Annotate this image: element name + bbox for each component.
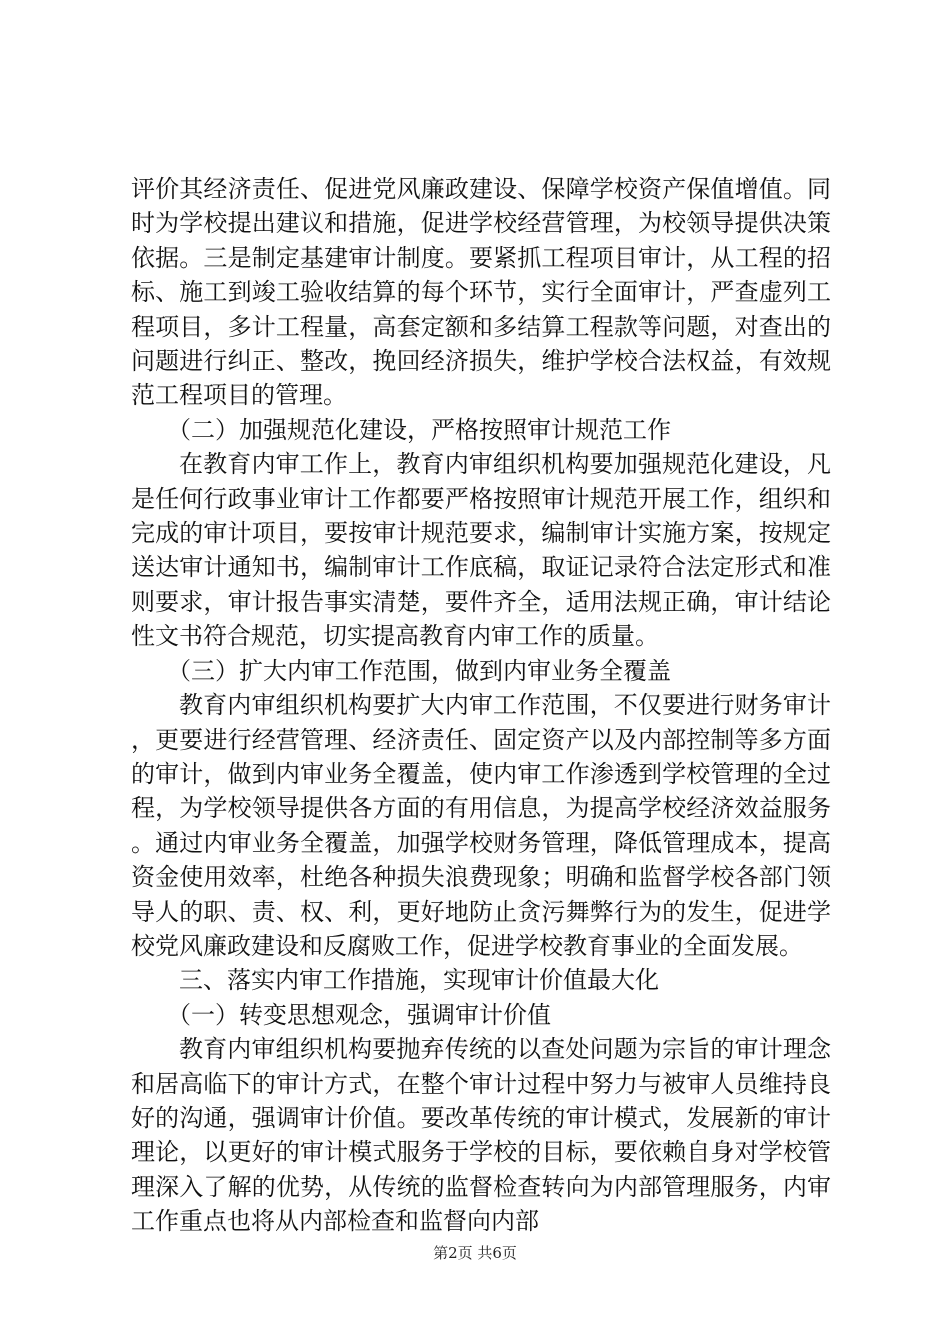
document-body [131,172,831,1239]
body-paragraph: 教育内审组织机构要抛弃传统的以查处问题为宗旨的审计理念和居高临下的审计方式，在整个审计过程中努力与被审人员维持良好的沟通，强调审计价值。要改革传统的审计模式，发展新的审计理论，以更好的审计模式服务于学校的目标，要依赖自身对学校管理深入了解的优势，从传统的监督检查转向为内部管理服务，内审工作重点也将从内部检查和监督向内部 [131,1035,831,1236]
body-paragraph: 在教育内审工作上，教育内审组织机构要加强规范化建设，凡是任何行政事业审计工作都要严格按照审计规范开展工作，组织和完成的审计项目，要按审计规范要求，编制审计实施方案，按规定送达审计通知书，编制审计工作底稿，取证记录符合法定形式和准则要求，审计报告事实清楚，要件齐全，适用法规正确，审计结论性文书符合规范，切实提高教育内审工作的质量。 [131,450,831,651]
chapter-heading-3: 三、落实内审工作措施，实现审计价值最大化 [179,966,659,995]
section-heading-2: （二）加强规范化建设，严格按照审计规范工作 [167,415,671,444]
body-paragraph: 教育内审组织机构要扩大内审工作范围，不仅要进行财务审计，更要进行经营管理、经济责任、固定资产以及内部控制等多方面的审计，做到内审业务全覆盖，使内审工作渗透到学校管理的全过程，为学校领导提供各方面的有用信息，为提高学校经济效益服务。通过内审业务全覆盖，加强学校财务管理，降低管理成本，提高资金使用效率，杜绝各种损失浪费现象；明确和监督学校各部门领导人的职、责、权、利，更好地防止贪污舞弊行为的发生，促进学校党风廉政建设和反腐败工作，促进学校教育事业的全面发展。 [131,691,831,960]
section-heading-1: （一）转变思想观念，强调审计价值 [167,1000,551,1029]
page-number-footer: 第2页 共6页 [433,1244,517,1262]
body-paragraph-continued: 评价其经济责任、促进党风廉政建设、保障学校资产保值增值。同时为学校提出建议和措施，促进学校经营管理，为校领导提供决策依据。三是制定基建审计制度。要紧抓工程项目审计，从工程的招标、施工到竣工验收结算的每个环节，实行全面审计，严查虚列工程项目，多计工程量，高套定额和多结算工程款等问题，对查出的问题进行纠正、整改，挽回经济损失，维护学校合法权益，有效规范工程项目的管理。 [131,175,831,410]
section-heading-3: （三）扩大内审工作范围，做到内审业务全覆盖 [167,656,671,685]
